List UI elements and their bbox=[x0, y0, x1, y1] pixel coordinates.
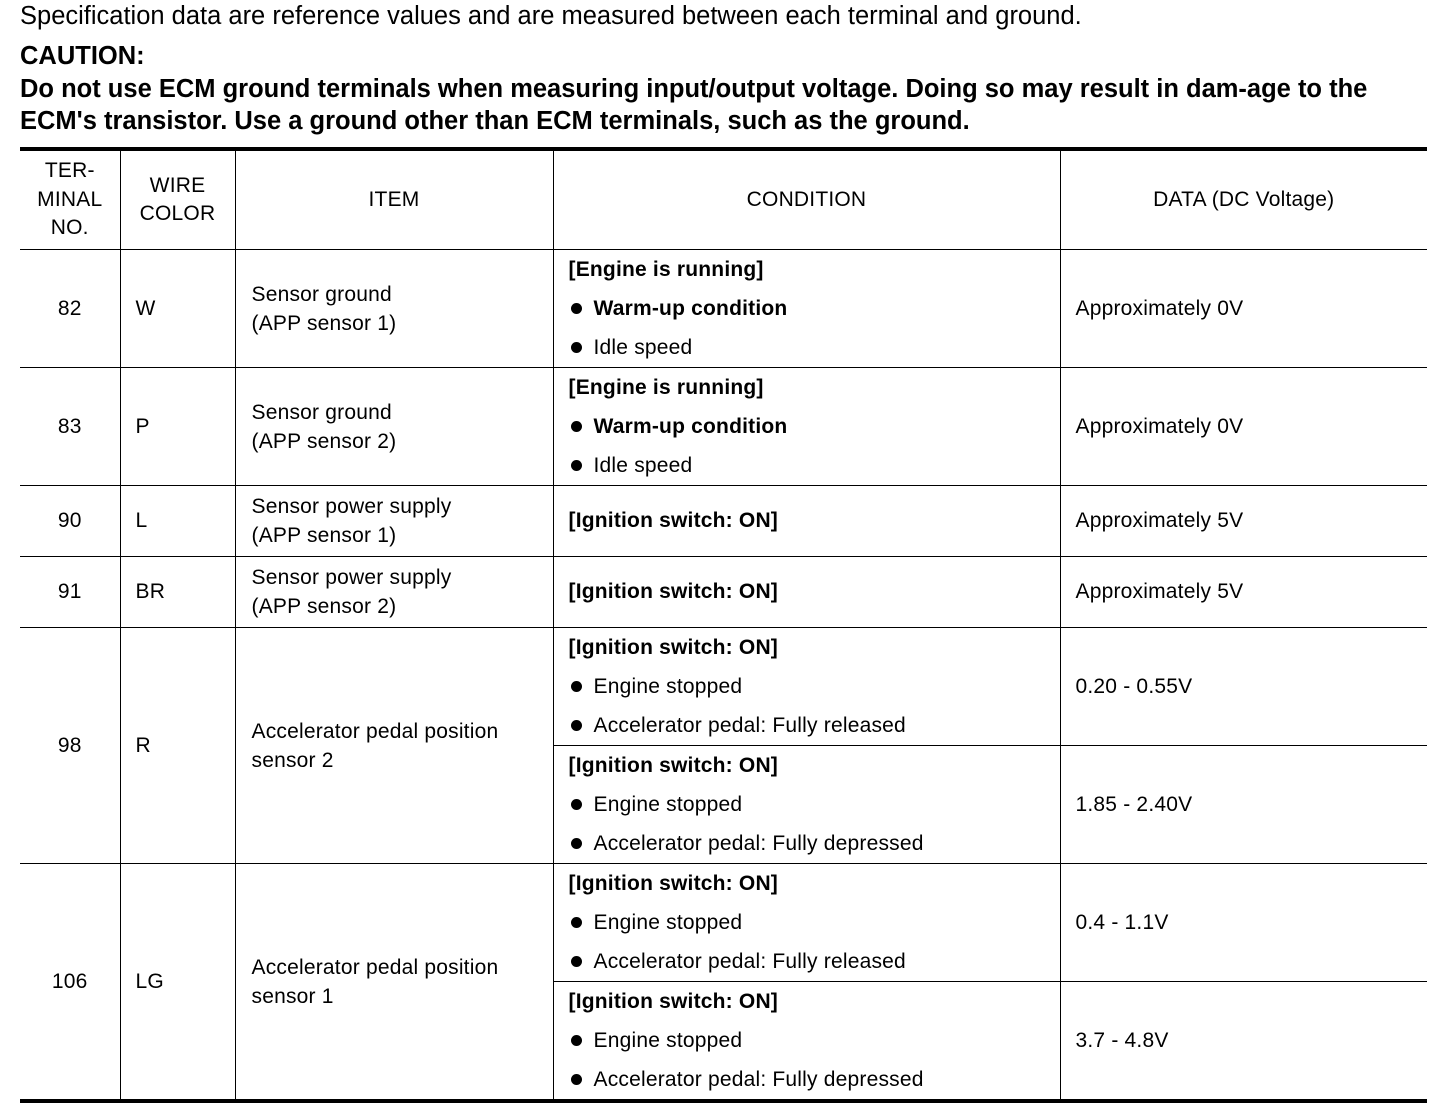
wire-color: L bbox=[120, 486, 235, 557]
condition-cell bbox=[553, 982, 1060, 1102]
condition-cell bbox=[553, 746, 1060, 864]
data-voltage: 0.20 - 0.55V bbox=[1060, 628, 1427, 746]
condition-cell bbox=[553, 628, 1060, 746]
table-row bbox=[20, 864, 1427, 982]
terminal-number: 91 bbox=[20, 557, 120, 628]
data-voltage: Approximately 5V bbox=[1060, 486, 1427, 557]
table-row bbox=[20, 368, 1427, 486]
condition-cell bbox=[553, 250, 1060, 368]
bullet-icon bbox=[571, 342, 582, 353]
condition-bullet: Accelerator pedal: Fully released bbox=[569, 942, 1060, 981]
data-voltage: Approximately 5V bbox=[1060, 557, 1427, 628]
item-description: Sensor power supply (APP sensor 2) bbox=[235, 557, 553, 628]
condition-bullet: Engine stopped bbox=[569, 667, 1060, 706]
condition-bullet: Warm-up condition bbox=[569, 407, 1060, 446]
bullet-icon bbox=[571, 421, 582, 432]
condition-bullet: Idle speed bbox=[569, 328, 1060, 367]
terminal-number: 83 bbox=[20, 368, 120, 486]
condition-heading: [Ignition switch: ON] bbox=[568, 753, 779, 777]
data-voltage: Approximately 0V bbox=[1060, 368, 1427, 486]
item-description: Sensor ground (APP sensor 1) bbox=[235, 250, 553, 368]
table-row bbox=[20, 628, 1427, 746]
condition-bullet: Warm-up condition bbox=[569, 289, 1060, 328]
condition-cell bbox=[553, 864, 1060, 982]
condition-bullet: Accelerator pedal: Fully depressed bbox=[569, 824, 1060, 863]
condition-heading: [Engine is running] bbox=[568, 257, 764, 281]
bullet-icon bbox=[571, 799, 582, 810]
wire-color: W bbox=[120, 250, 235, 368]
condition-bullet: Accelerator pedal: Fully depressed bbox=[569, 1060, 1060, 1099]
condition-cell bbox=[553, 486, 1060, 557]
header-item: ITEM bbox=[235, 149, 553, 250]
item-description: Accelerator pedal position sensor 1 bbox=[235, 864, 553, 1102]
terminal-number: 98 bbox=[20, 628, 120, 864]
condition-heading: [Ignition switch: ON] bbox=[568, 635, 779, 659]
bullet-icon bbox=[571, 838, 582, 849]
condition-heading: [Ignition switch: ON] bbox=[568, 580, 779, 603]
condition-heading: [Ignition switch: ON] bbox=[568, 871, 779, 895]
condition-bullet: Engine stopped bbox=[569, 903, 1060, 942]
header-terminal-no: TER- MINAL NO. bbox=[20, 149, 120, 250]
caution-title: CAUTION: bbox=[20, 42, 145, 70]
table-row bbox=[20, 486, 1427, 557]
condition-heading: [Ignition switch: ON] bbox=[568, 509, 779, 532]
condition-heading: [Ignition switch: ON] bbox=[568, 989, 779, 1013]
table-header-row bbox=[20, 149, 1427, 250]
bullet-icon bbox=[571, 460, 582, 471]
header-wire-color: WIRE COLOR bbox=[120, 149, 235, 250]
item-description: Sensor ground (APP sensor 2) bbox=[235, 368, 553, 486]
data-voltage: 3.7 - 4.8V bbox=[1060, 982, 1427, 1102]
bullet-icon bbox=[571, 303, 582, 314]
condition-bullet: Idle speed bbox=[569, 446, 1060, 485]
table-row bbox=[20, 557, 1427, 628]
caution-body: Do not use ECM ground terminals when measuring input/output voltage. Doing so may result in dam-age to the ECM's transistor. Use a ground other than ECM terminals, such as the ground. bbox=[20, 75, 1368, 135]
wire-color: LG bbox=[120, 864, 235, 1102]
wire-color: P bbox=[120, 368, 235, 486]
item-description: Accelerator pedal position sensor 2 bbox=[235, 628, 553, 864]
condition-cell bbox=[553, 368, 1060, 486]
wire-color: R bbox=[120, 628, 235, 864]
data-voltage: Approximately 0V bbox=[1060, 250, 1427, 368]
table-row bbox=[20, 250, 1427, 368]
intro-text: Specification data are reference values and are measured between each terminal and ground. bbox=[20, 2, 1082, 30]
item-description: Sensor power supply (APP sensor 1) bbox=[235, 486, 553, 557]
condition-bullet: Engine stopped bbox=[569, 1021, 1060, 1060]
bullet-icon bbox=[571, 1035, 582, 1046]
data-voltage: 1.85 - 2.40V bbox=[1060, 746, 1427, 864]
condition-heading: [Engine is running] bbox=[568, 375, 764, 399]
bullet-icon bbox=[571, 956, 582, 967]
condition-bullet: Engine stopped bbox=[569, 785, 1060, 824]
terminal-spec-table bbox=[20, 147, 1427, 1103]
terminal-number: 82 bbox=[20, 250, 120, 368]
header-data: DATA (DC Voltage) bbox=[1060, 149, 1427, 250]
wire-color: BR bbox=[120, 557, 235, 628]
data-voltage: 0.4 - 1.1V bbox=[1060, 864, 1427, 982]
bullet-icon bbox=[571, 720, 582, 731]
terminal-number: 90 bbox=[20, 486, 120, 557]
bullet-icon bbox=[571, 1074, 582, 1085]
terminal-number: 106 bbox=[20, 864, 120, 1102]
condition-cell bbox=[553, 557, 1060, 628]
bullet-icon bbox=[571, 681, 582, 692]
bullet-icon bbox=[571, 917, 582, 928]
header-condition: CONDITION bbox=[553, 149, 1060, 250]
condition-bullet: Accelerator pedal: Fully released bbox=[569, 706, 1060, 745]
